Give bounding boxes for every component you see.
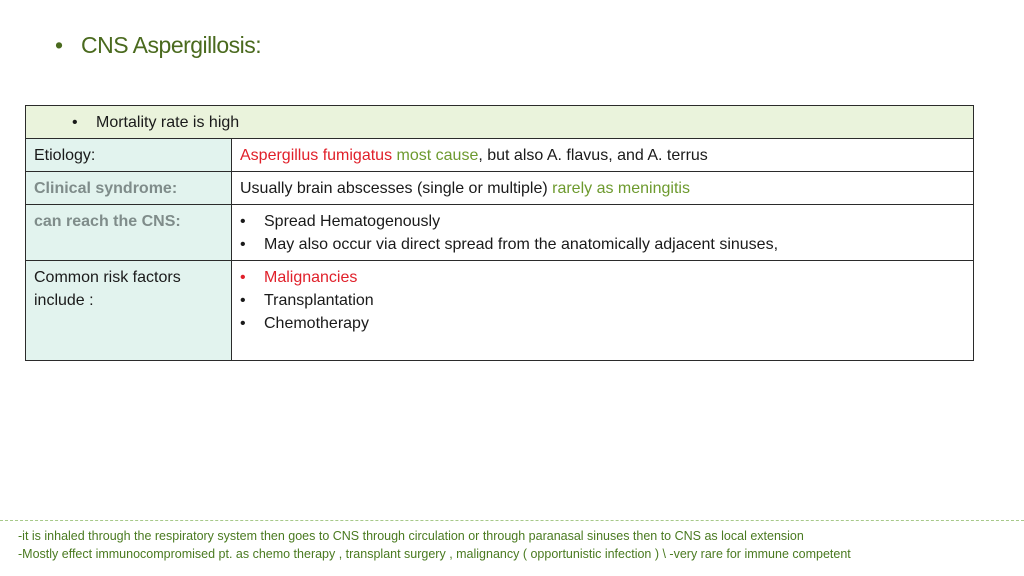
risk-factor-transplantation: Transplantation	[264, 292, 374, 309]
etiology-others: , but also A. flavus, and A. terrus	[478, 147, 708, 164]
etiology-label: Etiology:	[26, 139, 232, 172]
table-row-risk-factors	[26, 261, 974, 361]
mortality-text: Mortality rate is high	[96, 114, 240, 131]
bullet-dot: •	[240, 269, 246, 286]
risk-factors-label-line1: Common risk factors	[34, 269, 181, 286]
slide-title	[55, 32, 261, 59]
bullet-dot: •	[240, 236, 246, 253]
footer-notes	[18, 527, 851, 563]
bullet-dot: •	[240, 315, 246, 332]
list-item	[240, 312, 965, 335]
risk-factors-label	[26, 261, 232, 361]
etiology-content	[232, 139, 974, 172]
risk-factor-chemotherapy: Chemotherapy	[264, 315, 369, 332]
bullet-dot: •	[240, 213, 246, 230]
footer-note-2: -Mostly effect immunocompromised pt. as chemo therapy , transplant surgery , malignancy ( opportunistic infection ) \ -very rare for immune competent	[18, 547, 851, 561]
cns-route-item-2: May also occur via direct spread from the anatomically adjacent sinuses,	[264, 236, 779, 253]
risk-factors-content	[232, 261, 974, 361]
cns-route-content	[232, 205, 974, 261]
risk-factor-malignancies: Malignancies	[264, 269, 358, 286]
etiology-organism: Aspergillus fumigatus	[240, 147, 393, 164]
title-text: CNS Aspergillosis:	[81, 32, 262, 58]
clinical-syndrome-rare: rarely as meningitis	[552, 180, 690, 197]
clinical-syndrome-label: Clinical syndrome:	[26, 172, 232, 205]
cns-route-item-1: Spread Hematogenously	[264, 213, 441, 230]
bullet-dot: •	[240, 292, 246, 309]
list-item	[240, 233, 965, 256]
cns-route-label: can reach the CNS:	[26, 205, 232, 261]
list-item	[240, 210, 965, 233]
list-item	[240, 289, 965, 312]
mortality-bullet-line	[72, 111, 965, 134]
mortality-header-cell	[26, 106, 974, 139]
table-row-etiology	[26, 139, 974, 172]
footer-note-1: -it is inhaled through the respiratory system then goes to CNS through circulation or through paranasal sinuses then to CNS as local extension	[18, 529, 804, 543]
footer-divider	[0, 520, 1024, 521]
etiology-most-cause: most cause	[392, 147, 479, 164]
clinical-syndrome-content	[232, 172, 974, 205]
table-header-row	[26, 106, 974, 139]
table-row-cns-route	[26, 205, 974, 261]
risk-factors-label-line2: include :	[34, 292, 94, 309]
title-bullet: •	[55, 32, 63, 58]
info-table	[25, 105, 974, 361]
list-item	[240, 266, 965, 289]
clinical-syndrome-main: Usually brain abscesses (single or multiple)	[240, 180, 553, 197]
table-row-clinical-syndrome	[26, 172, 974, 205]
bullet-dot: •	[72, 114, 78, 131]
